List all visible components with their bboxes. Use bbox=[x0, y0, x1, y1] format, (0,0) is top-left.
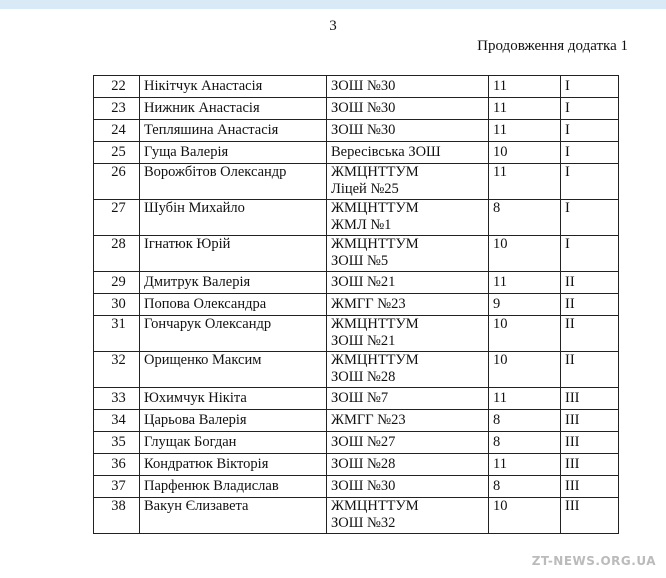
school-line: ЗОШ №28 bbox=[331, 456, 396, 472]
results-table bbox=[93, 75, 619, 534]
row-number: 28 bbox=[94, 236, 140, 272]
place-value: І bbox=[561, 120, 619, 142]
school-name bbox=[327, 454, 489, 476]
row-number: 35 bbox=[94, 432, 140, 454]
table-row bbox=[94, 498, 619, 534]
school-name bbox=[327, 352, 489, 388]
school-name bbox=[327, 294, 489, 316]
participant-name: Нікітчук Анастасія bbox=[140, 76, 327, 98]
school-name bbox=[327, 316, 489, 352]
participant-name: Глущак Богдан bbox=[140, 432, 327, 454]
row-number: 24 bbox=[94, 120, 140, 142]
grade-value: 10 bbox=[489, 142, 561, 164]
table-row bbox=[94, 236, 619, 272]
school-name bbox=[327, 76, 489, 98]
school-name bbox=[327, 498, 489, 534]
table-row bbox=[94, 432, 619, 454]
row-number: 29 bbox=[94, 272, 140, 294]
school-line: ЗОШ №27 bbox=[331, 434, 396, 450]
school-line: ЗОШ №30 bbox=[331, 478, 396, 494]
table-row bbox=[94, 200, 619, 236]
table-row bbox=[94, 476, 619, 498]
school-line: ЗОШ №7 bbox=[331, 390, 389, 406]
school-name bbox=[327, 98, 489, 120]
place-value: ІІІ bbox=[561, 410, 619, 432]
school-name bbox=[327, 120, 489, 142]
school-name bbox=[327, 476, 489, 498]
table-row bbox=[94, 316, 619, 352]
school-name bbox=[327, 142, 489, 164]
school-line: ЗОШ №21 bbox=[331, 274, 396, 290]
school-name bbox=[327, 432, 489, 454]
row-number: 26 bbox=[94, 164, 140, 200]
table-row bbox=[94, 164, 619, 200]
table-row bbox=[94, 294, 619, 316]
table-row bbox=[94, 454, 619, 476]
participant-name: Нижник Анастасія bbox=[140, 98, 327, 120]
table-row bbox=[94, 120, 619, 142]
row-number: 25 bbox=[94, 142, 140, 164]
school-line: Ліцей №25 bbox=[331, 181, 399, 197]
place-value: ІІ bbox=[561, 294, 619, 316]
grade-value: 11 bbox=[489, 388, 561, 410]
place-value: ІІІ bbox=[561, 432, 619, 454]
school-line: ЖМЛ №1 bbox=[331, 217, 392, 233]
place-value: ІІ bbox=[561, 316, 619, 352]
grade-value: 10 bbox=[489, 236, 561, 272]
school-name bbox=[327, 164, 489, 200]
school-line: ЖМЦНТТУМ bbox=[331, 498, 419, 514]
table-row bbox=[94, 272, 619, 294]
school-line: ЖМГГ №23 bbox=[331, 296, 406, 312]
row-number: 23 bbox=[94, 98, 140, 120]
school-line: ЗОШ №30 bbox=[331, 100, 396, 116]
place-value: ІІ bbox=[561, 352, 619, 388]
school-line: ЗОШ №30 bbox=[331, 122, 396, 138]
place-value: ІІІ bbox=[561, 498, 619, 534]
grade-value: 11 bbox=[489, 272, 561, 294]
participant-name: Орищенко Максим bbox=[140, 352, 327, 388]
place-value: ІІІ bbox=[561, 388, 619, 410]
school-name bbox=[327, 200, 489, 236]
grade-value: 9 bbox=[489, 294, 561, 316]
grade-value: 8 bbox=[489, 200, 561, 236]
school-line: Вересівська ЗОШ bbox=[331, 144, 441, 160]
row-number: 34 bbox=[94, 410, 140, 432]
participant-name: Юхимчук Нікіта bbox=[140, 388, 327, 410]
school-line: ЖМЦНТТУМ bbox=[331, 200, 419, 216]
school-line: ЗОШ №21 bbox=[331, 333, 396, 349]
row-number: 27 bbox=[94, 200, 140, 236]
row-number: 32 bbox=[94, 352, 140, 388]
results-table-body bbox=[94, 76, 619, 534]
place-value: І bbox=[561, 236, 619, 272]
place-value: І bbox=[561, 164, 619, 200]
participant-name: Гуща Валерія bbox=[140, 142, 327, 164]
participant-name: Тепляшина Анастасія bbox=[140, 120, 327, 142]
table-row bbox=[94, 410, 619, 432]
table-row bbox=[94, 142, 619, 164]
grade-value: 8 bbox=[489, 410, 561, 432]
row-number: 38 bbox=[94, 498, 140, 534]
page-number: 3 bbox=[329, 18, 337, 34]
row-number: 22 bbox=[94, 76, 140, 98]
school-line: ЗОШ №28 bbox=[331, 369, 396, 385]
place-value: ІІІ bbox=[561, 454, 619, 476]
participant-name: Царьова Валерія bbox=[140, 410, 327, 432]
school-line: ЗОШ №5 bbox=[331, 253, 389, 269]
participant-name: Ігнатюк Юрій bbox=[140, 236, 327, 272]
grade-value: 10 bbox=[489, 316, 561, 352]
row-number: 36 bbox=[94, 454, 140, 476]
participant-name: Парфенюк Владислав bbox=[140, 476, 327, 498]
grade-value: 11 bbox=[489, 164, 561, 200]
school-name bbox=[327, 236, 489, 272]
school-line: ЖМЦНТТУМ bbox=[331, 164, 419, 180]
participant-name: Ворожбітов Олександр bbox=[140, 164, 327, 200]
grade-value: 11 bbox=[489, 454, 561, 476]
place-value: І bbox=[561, 76, 619, 98]
table-row bbox=[94, 76, 619, 98]
participant-name: Попова Олександра bbox=[140, 294, 327, 316]
grade-value: 10 bbox=[489, 352, 561, 388]
participant-name: Кондратюк Вікторія bbox=[140, 454, 327, 476]
school-line: ЖМЦНТТУМ bbox=[331, 352, 419, 368]
school-line: ЖМГГ №23 bbox=[331, 412, 406, 428]
table-row bbox=[94, 98, 619, 120]
grade-value: 8 bbox=[489, 432, 561, 454]
place-value: ІІ bbox=[561, 272, 619, 294]
row-number: 30 bbox=[94, 294, 140, 316]
grade-value: 11 bbox=[489, 120, 561, 142]
place-value: І bbox=[561, 142, 619, 164]
appendix-continuation-title: Продовження додатка 1 bbox=[477, 38, 628, 54]
table-row bbox=[94, 388, 619, 410]
participant-name: Вакун Єлизавета bbox=[140, 498, 327, 534]
row-number: 33 bbox=[94, 388, 140, 410]
school-line: ЖМЦНТТУМ bbox=[331, 316, 419, 332]
school-name bbox=[327, 272, 489, 294]
grade-value: 10 bbox=[489, 498, 561, 534]
grade-value: 11 bbox=[489, 98, 561, 120]
participant-name: Гончарук Олександр bbox=[140, 316, 327, 352]
school-line: ЗОШ №30 bbox=[331, 78, 396, 94]
school-line: ЖМЦНТТУМ bbox=[331, 236, 419, 252]
table-row bbox=[94, 352, 619, 388]
row-number: 37 bbox=[94, 476, 140, 498]
grade-value: 11 bbox=[489, 76, 561, 98]
place-value: І bbox=[561, 98, 619, 120]
school-name bbox=[327, 410, 489, 432]
place-value: ІІІ bbox=[561, 476, 619, 498]
place-value: І bbox=[561, 200, 619, 236]
watermark-logo: ZT-NEWS.ORG.UA bbox=[531, 554, 656, 568]
participant-name: Шубін Михайло bbox=[140, 200, 327, 236]
school-name bbox=[327, 388, 489, 410]
school-line: ЗОШ №32 bbox=[331, 515, 396, 531]
top-band bbox=[0, 0, 666, 9]
participant-name: Дмитрук Валерія bbox=[140, 272, 327, 294]
grade-value: 8 bbox=[489, 476, 561, 498]
row-number: 31 bbox=[94, 316, 140, 352]
